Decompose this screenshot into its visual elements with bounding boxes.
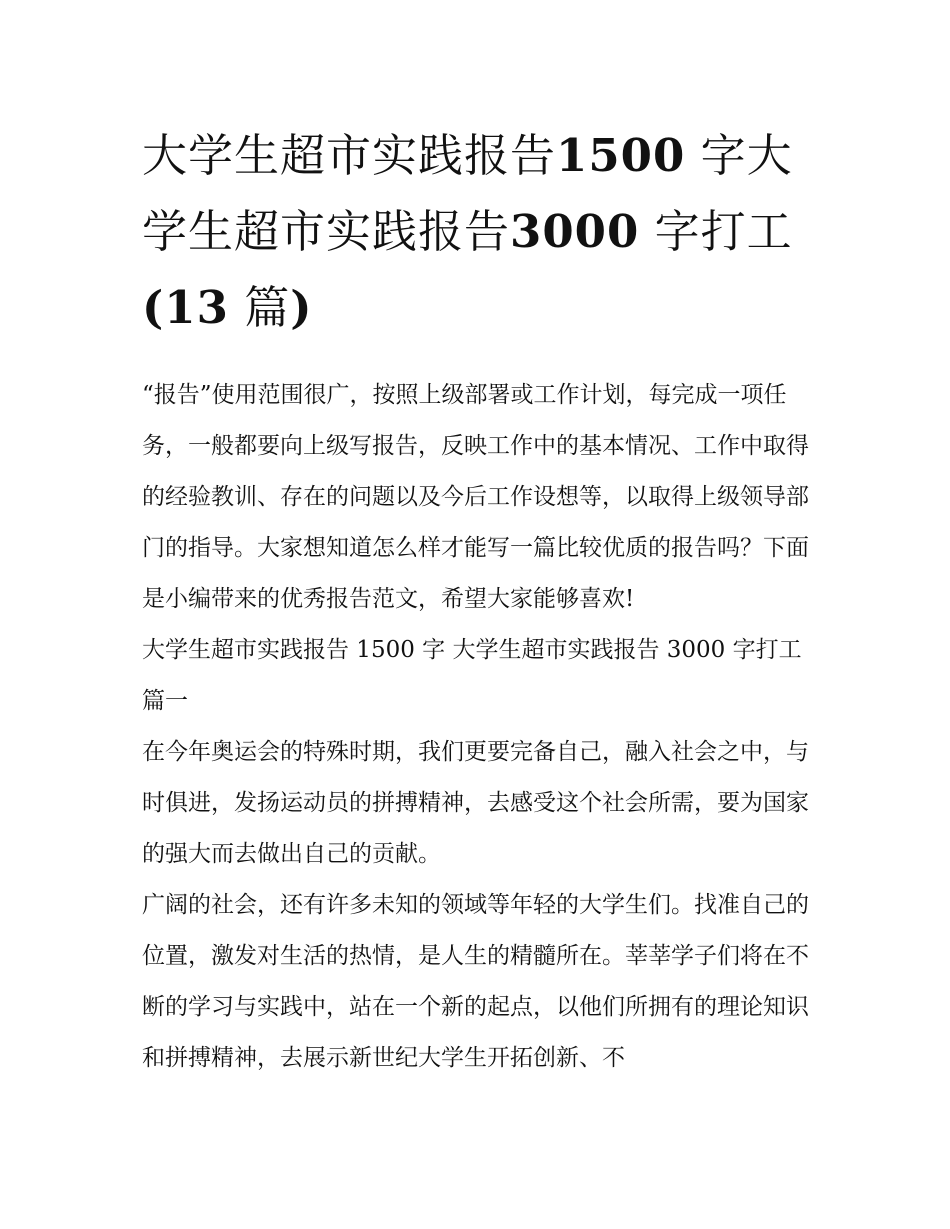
title-segment-bold: )	[290, 281, 313, 334]
intro-paragraph: “报告”使用范围很广，按照上级部署或工作计划，每完成一项任务，一般都要向上级写报告，反映工作中的基本情况、工作中取得的经验教训、存在的问题以及今后工作设想等，以取得上级领导部门的指导。大家想知道怎么样才能写一篇比较优质的报告吗？下面是小编带来的优秀报告范文，希望大家能够喜欢!	[142, 382, 809, 612]
body-paragraph: 广阔的社会，还有许多未知的领域等年轻的大学生们。找准自己的位置，激发对生活的热情，是人生的精髓所在。莘莘学子们将在不断的学习与实践中，站在一个新的起点，以他们所拥有的理论知识和拼搏精神，去展示新世纪大学生开拓创新、不	[142, 892, 809, 1071]
title-segment-bold: 1500	[556, 129, 686, 182]
body-paragraph: 在今年奥运会的特殊时期，我们更要完备自己，融入社会之中，与时俱进，发扬运动员的拼搏精神，去感受这个社会所需，要为国家的强大而去做出自己的贡献。	[142, 739, 809, 867]
document-page	[142, 118, 814, 1084]
document-title	[142, 118, 814, 346]
title-segment: 篇	[228, 281, 291, 334]
title-segment: 字打工	[639, 205, 793, 258]
section-heading: 大学生超市实践报告 1500 字 大学生超市实践报告 3000 字打工篇一	[142, 637, 802, 714]
title-segment-bold: (13	[142, 281, 229, 334]
title-segment-bold: 3000	[510, 205, 640, 258]
title-segment: 大学生超市实践报告	[142, 129, 557, 182]
title-segment: 字大学生超市实践报告	[142, 129, 793, 258]
